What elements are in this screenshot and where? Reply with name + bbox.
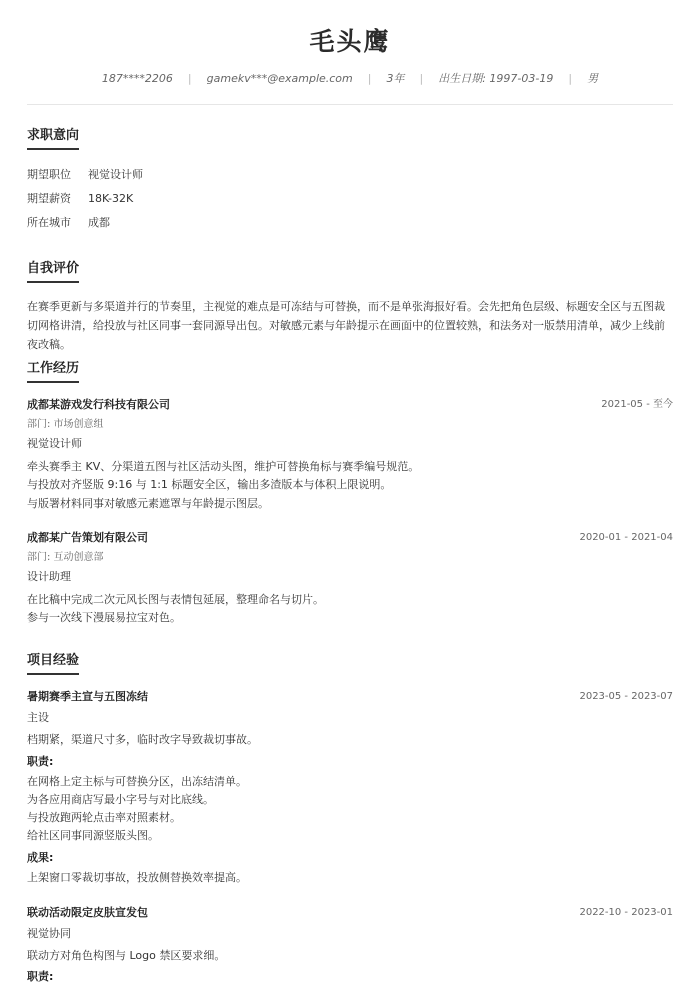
intent-label: 所在城市 <box>27 216 71 229</box>
intent-label: 期望职位 <box>27 168 71 181</box>
project-resp-label: 职责: <box>27 970 54 983</box>
work-date: 2020-01 - 2021-04 <box>579 532 673 543</box>
project-date: 2023-05 - 2023-07 <box>579 691 673 702</box>
work-line: 与版署材料同事对敏感元素遮罩与年龄提示图层。 <box>27 497 269 510</box>
work-line: 在比稿中完成二次元风长图与表情包延展，整理命名与切片。 <box>27 593 324 606</box>
work-role: 视觉设计师 <box>27 437 82 450</box>
work-line: 与投放对齐竖版 9:16 与 1:1 标题安全区，输出多渣版本与体积上限说明。 <box>27 478 392 491</box>
section-title-work: 工作经历 <box>27 361 80 376</box>
project-result-label: 成果: <box>27 851 54 864</box>
intent-label: 期望薪资 <box>27 192 71 205</box>
intent-row-city <box>27 216 110 230</box>
divider: | <box>568 71 573 85</box>
work-role: 设计助理 <box>27 570 71 583</box>
divider: | <box>367 71 372 85</box>
intent-value: 18K-32K <box>88 192 134 205</box>
project-resp-line: 在网格上定主标与可替换分区，出冻结清单。 <box>27 775 247 788</box>
phone: 187****2206 <box>101 71 173 85</box>
work-line: 参与一次线下漫展易拉宝对色。 <box>27 611 181 624</box>
section-underline <box>27 381 79 383</box>
self-eval-text: 在赛季更新与多渠道并行的节奏里，主视觉的难点是可冻结与可替换，而不是单张海报好看。会先把角色层级、标题安全区与五图裁切网格讲清，给投放与社区同事一套同源导出包。对敏感元素与年龄提示在画面中的位置较熟，和法务对一版禁用清单，减少上线前夜改稿。 <box>27 300 665 351</box>
divider: | <box>419 71 424 85</box>
project-role: 主设 <box>27 711 49 724</box>
project-result: 上架窗口零裁切事故，投放侧替换效率提高。 <box>27 871 247 884</box>
work-date: 2021-05 - 至今 <box>601 399 673 410</box>
project-title: 联动活动限定皮肤宣发包 <box>27 906 148 919</box>
section-underline <box>27 281 79 283</box>
experience-years: 3年 <box>386 72 405 85</box>
intent-value: 视觉设计师 <box>88 168 143 181</box>
section-title-projects: 项目经验 <box>27 653 80 668</box>
project-role: 视觉协同 <box>27 927 71 940</box>
work-company: 成都某广告策划有限公司 <box>27 531 148 544</box>
work-line: 牵头赛季主 KV、分渠道五图与社区活动头图，维护可替换角标与赛季编号规范。 <box>27 460 420 473</box>
project-resp-line: 为各应用商店写最小字号与对比底线。 <box>27 793 214 806</box>
work-dept: 部门: 互动创意部 <box>27 552 104 563</box>
project-resp-line: 给社区同事同源竖版头图。 <box>27 829 159 842</box>
work-company: 成都某游戏发行科技有限公司 <box>27 398 170 411</box>
gender: 男 <box>587 72 599 85</box>
divider: | <box>187 71 192 85</box>
section-underline <box>27 673 79 675</box>
project-date: 2022-10 - 2023-01 <box>579 907 673 918</box>
work-dept: 部门: 市场创意组 <box>27 419 104 430</box>
project-resp-label: 职责: <box>27 755 54 768</box>
section-underline <box>27 148 79 150</box>
project-desc: 档期紧，渠道尺寸多，临时改字导致裁切事故。 <box>27 733 258 746</box>
project-title: 暑期赛季主宣与五图冻结 <box>27 690 148 703</box>
candidate-name: 毛头鹰 <box>309 27 391 56</box>
birth-date: 出生日期: 1997-03-19 <box>438 72 554 85</box>
contact-row <box>0 70 700 86</box>
intent-value: 成都 <box>88 216 110 229</box>
intent-row-position <box>27 168 143 182</box>
intent-row-salary <box>27 192 133 206</box>
section-title-intent: 求职意向 <box>27 128 80 143</box>
email: gamekv***@example.com <box>206 71 353 85</box>
project-desc: 联动方对角色构图与 Logo 禁区要求细。 <box>27 949 226 962</box>
section-title-self-eval: 自我评价 <box>27 261 80 276</box>
header-divider <box>27 104 673 105</box>
project-resp-line: 与投放跑两轮点击率对照素材。 <box>27 811 181 824</box>
